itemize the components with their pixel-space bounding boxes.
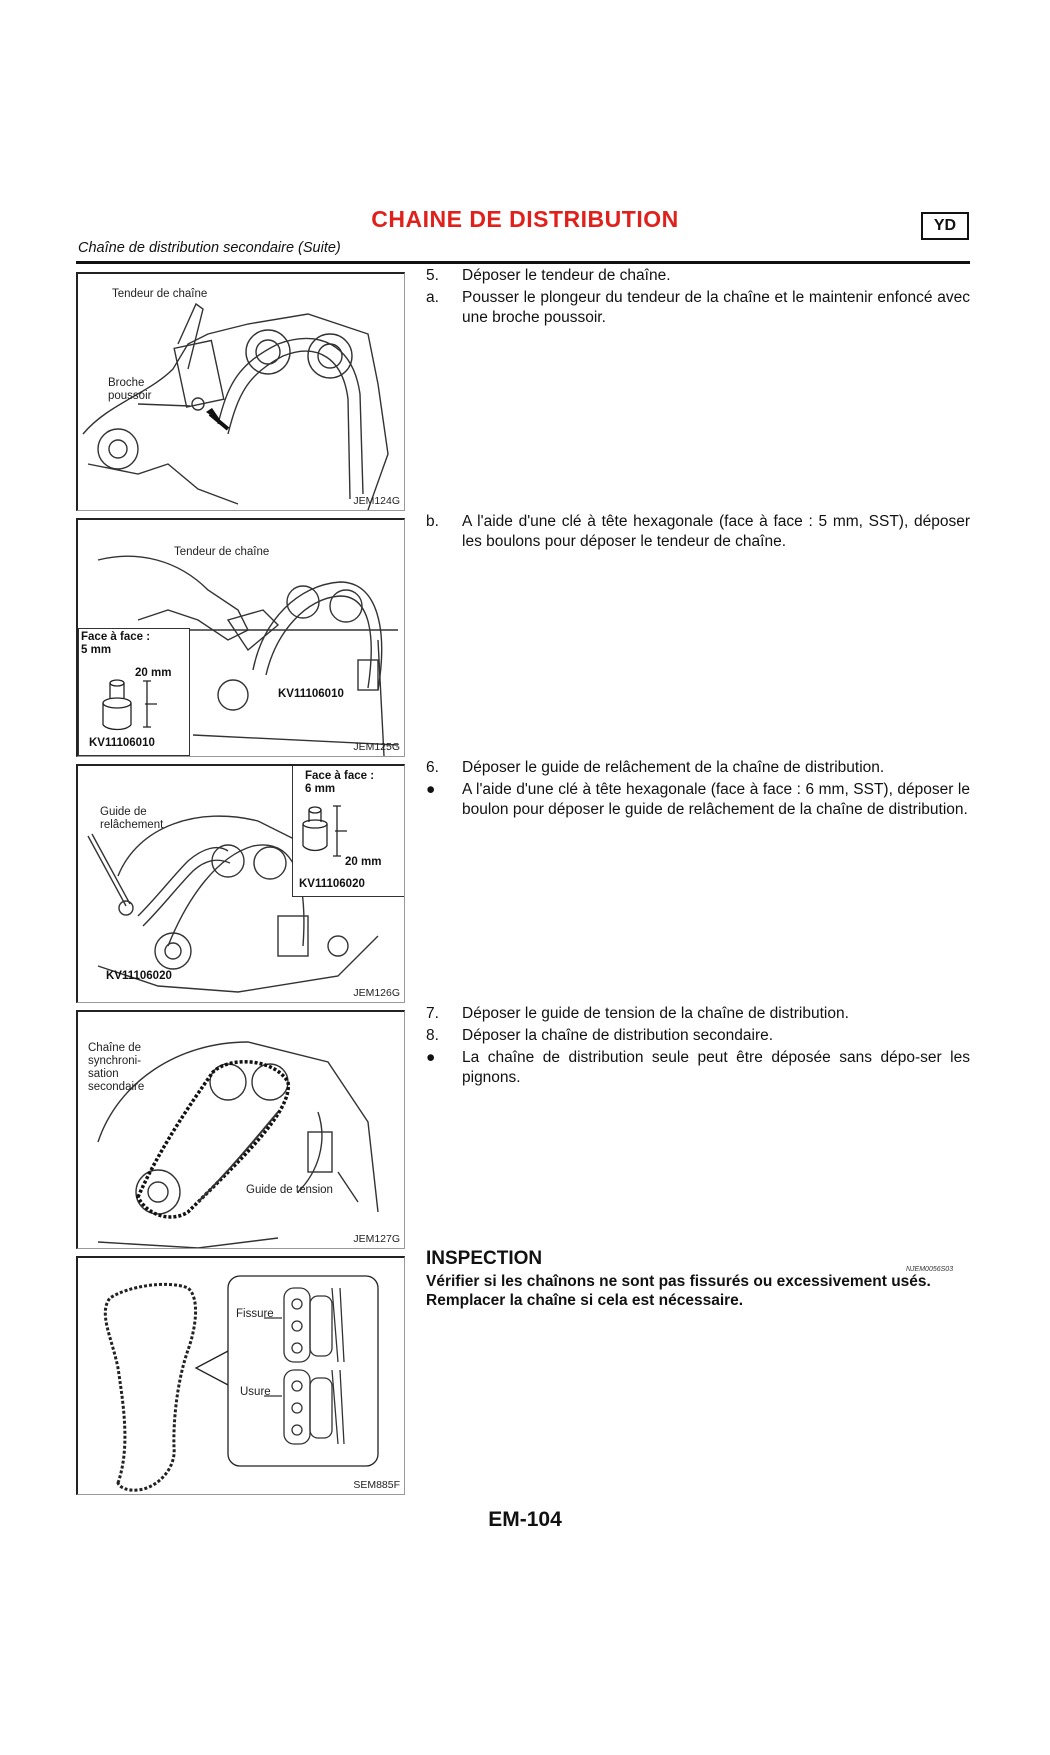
label-tensioner: Tendeur de chaîne [174,546,270,558]
label-tensioner: Tendeur de chaîne [112,288,208,300]
steps-block-7 [426,1004,970,1090]
step-5 [426,266,970,286]
step-number: 7. [426,1005,439,1022]
step-number: 6. [426,759,439,776]
label-face-size: 6 mm [305,783,336,795]
label-tool-number: KV11106020 [299,878,365,890]
step-7 [426,1004,970,1024]
step-5b [426,512,970,552]
label-wear: Usure [240,1386,271,1398]
engine-badge: YD [921,212,969,240]
inspection-body: Vérifier si les chaînons ne sont pas fissurés ou excessivement usés. Remplacer la chaîne si cela est nécessaire. [426,1273,931,1309]
label-face: Face à face : [305,770,375,782]
figure-code: JEM125G [353,741,400,753]
step-8 [426,1026,970,1046]
figure-code: JEM124G [353,495,400,507]
bullet: ● [426,781,436,798]
label-crack: Fissure [236,1308,274,1320]
label-tool-number: KV11106010 [278,688,344,700]
label-guide-line-2: relâchement [100,819,164,831]
step-number: 5. [426,267,439,284]
step-text: Déposer le guide de relâchement de la chaîne de distribution. [462,759,885,776]
step-text: Déposer la chaîne de distribution secondaire. [462,1027,774,1044]
inspection-id: NJEM0056S03 [906,1266,954,1273]
figure-secondary-chain [76,1010,405,1249]
step-text: A l'aide d'une clé à tête hexagonale (face à face : 6 mm, SST), déposer le boulon pour déposer le guide de relâchement de la chaîne de distribution. [462,781,970,818]
label-tool-number: KV11106010 [89,737,155,749]
label-dimension: 20 mm [345,856,382,868]
figure-code: JEM126G [353,987,400,999]
label-chain-line-1: Chaîne de [88,1042,142,1054]
header-rule [76,261,970,264]
figure-slack-guide [76,764,405,1003]
step-text: Déposer le tendeur de chaîne. [462,267,671,284]
label-tool-number: KV11106020 [106,970,172,982]
figure-chain-inspection [76,1256,405,1495]
label-chain-line-4: secondaire [88,1081,145,1093]
step-6-bullet [426,780,970,820]
step-8-bullet [426,1048,970,1088]
figure-code: JEM127G [353,1233,400,1245]
step-number: a. [426,289,439,306]
step-number: 8. [426,1027,439,1044]
steps-block-5b [426,512,970,554]
step-text: Pousser le plongeur du tendeur de la chaîne et le maintenir enfoncé avec une broche poussoir. [462,289,970,326]
step-6 [426,758,970,778]
figure-tensioner-pin [76,272,405,511]
step-5a [426,288,970,328]
label-chain-line-2: synchroni- [88,1055,142,1067]
step-text: La chaîne de distribution seule peut être déposée sans dépo-ser les pignons. [462,1049,970,1086]
inset-tool-5mm [78,628,190,756]
bullet: ● [426,1049,436,1066]
page-number: EM-104 [488,1508,562,1531]
steps-block-6 [426,758,970,822]
step-text: Déposer le guide de tension de la chaîne de distribution. [462,1005,849,1022]
step-number: b. [426,513,439,530]
section-subtitle: Chaîne de distribution secondaire (Suite) [78,240,341,256]
label-dimension: 20 mm [135,667,172,679]
inset-tool-6mm [292,766,405,897]
inspection-title: INSPECTION [426,1248,543,1269]
label-chain-line-3: sation [88,1068,119,1080]
figure-tensioner-removal [76,518,405,757]
label-tension-guide: Guide de tension [246,1184,333,1196]
label-face: Face à face : [81,631,151,643]
chain-drawing [78,1258,404,1494]
page-title: CHAINE DE DISTRIBUTION [371,206,679,232]
label-pin-line-1: Broche [108,377,145,389]
steps-block-5 [426,266,970,330]
label-guide-line-1: Guide de [100,806,147,818]
label-pin-line-2: poussoir [108,390,152,402]
label-face-size: 5 mm [81,644,112,656]
figure-code: SEM885F [353,1479,400,1491]
step-text: A l'aide d'une clé à tête hexagonale (face à face : 5 mm, SST), déposer les boulons pour déposer le tendeur de chaîne. [462,513,970,550]
